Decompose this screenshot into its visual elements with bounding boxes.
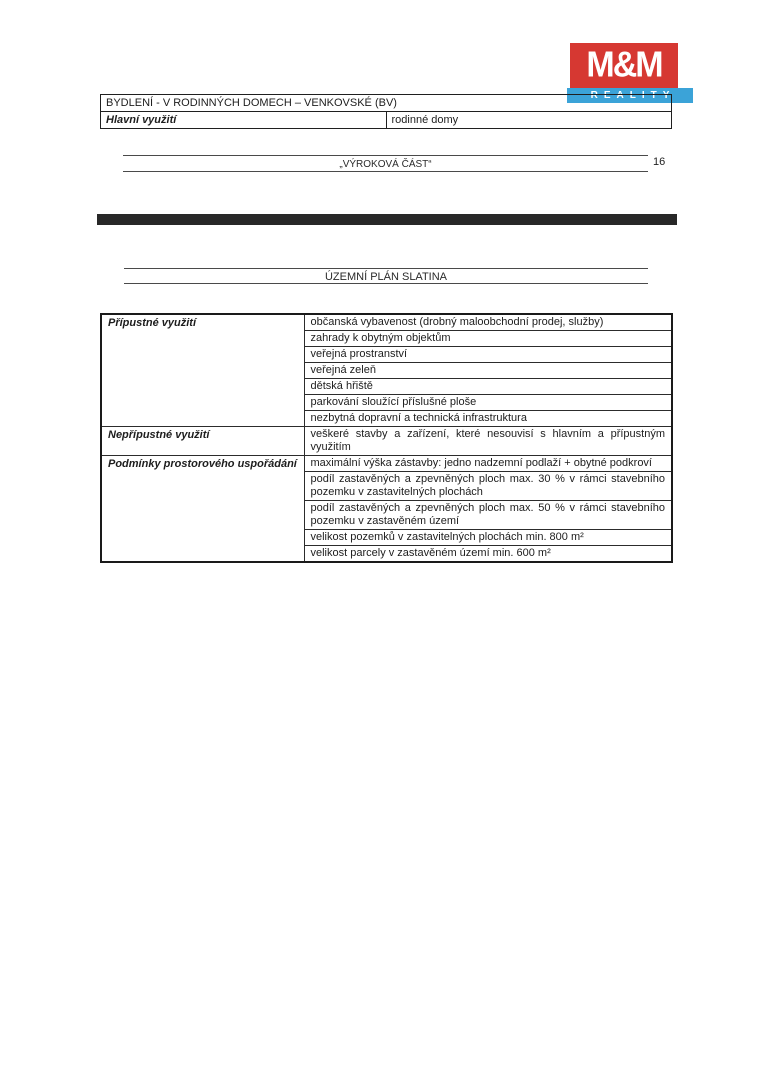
permitted-use-item: nezbytná dopravní a technická infrastruktura — [304, 411, 672, 427]
page-number: 16 — [653, 156, 666, 168]
spatial-conditions-label: Podmínky prostorového uspořádání — [101, 456, 304, 563]
permitted-use-item: parkování sloužící příslušné ploše — [304, 395, 672, 411]
logo-brand-box — [570, 43, 678, 88]
table-row — [101, 456, 672, 472]
permitted-use-item: veřejná prostranství — [304, 347, 672, 363]
divider-bar — [97, 214, 677, 225]
section-header-uzemni-plan: ÚZEMNÍ PLÁN SLATINA — [124, 268, 648, 284]
permitted-use-item: zahrady k obytným objektům — [304, 331, 672, 347]
logo-brand-text: M&M — [586, 45, 662, 85]
spatial-condition-item: maximální výška zástavby: jedno nadzemní podlaží + obytné podkroví — [304, 456, 672, 472]
permitted-use-label: Přípustné využití — [101, 314, 304, 427]
main-use-value: rodinné domy — [386, 112, 672, 129]
table-row — [101, 314, 672, 331]
non-permitted-use-label: Nepřípustné využití — [101, 427, 304, 456]
zone-title: BYDLENÍ - V RODINNÝCH DOMECH – VENKOVSKÉ (BV) — [101, 95, 672, 112]
spatial-condition-item: velikost parcely v zastavěném území min. 600 m² — [304, 546, 672, 563]
permitted-use-item: dětská hřiště — [304, 379, 672, 395]
permitted-use-item: veřejná zeleň — [304, 363, 672, 379]
table-row — [101, 95, 672, 112]
non-permitted-use-item: veškeré stavby a zařízení, které nesouvisí s hlavním a přípustným využitím — [304, 427, 672, 456]
table-row — [101, 427, 672, 456]
spatial-condition-item: podíl zastavěných a zpevněných ploch max. 30 % v rámci stavebního pozemku v zastavitelných plochách — [304, 472, 672, 501]
main-use-label: Hlavní využití — [101, 112, 387, 129]
section-header-vyrokova: „VÝROKOVÁ ČÁST“ — [123, 155, 648, 172]
spatial-condition-item: velikost pozemků v zastavitelných plochách min. 800 m² — [304, 530, 672, 546]
zone-header-table — [100, 94, 672, 129]
spatial-condition-item: podíl zastavěných a zpevněných ploch max. 50 % v rámci stavebního pozemku v zastavěném území — [304, 501, 672, 530]
logo-subbrand-text: REALITY — [590, 90, 676, 101]
permitted-use-item: občanská vybavenost (drobný maloobchodní prodej, služby) — [304, 314, 672, 331]
regulations-table — [100, 313, 673, 563]
table-row — [101, 112, 672, 129]
